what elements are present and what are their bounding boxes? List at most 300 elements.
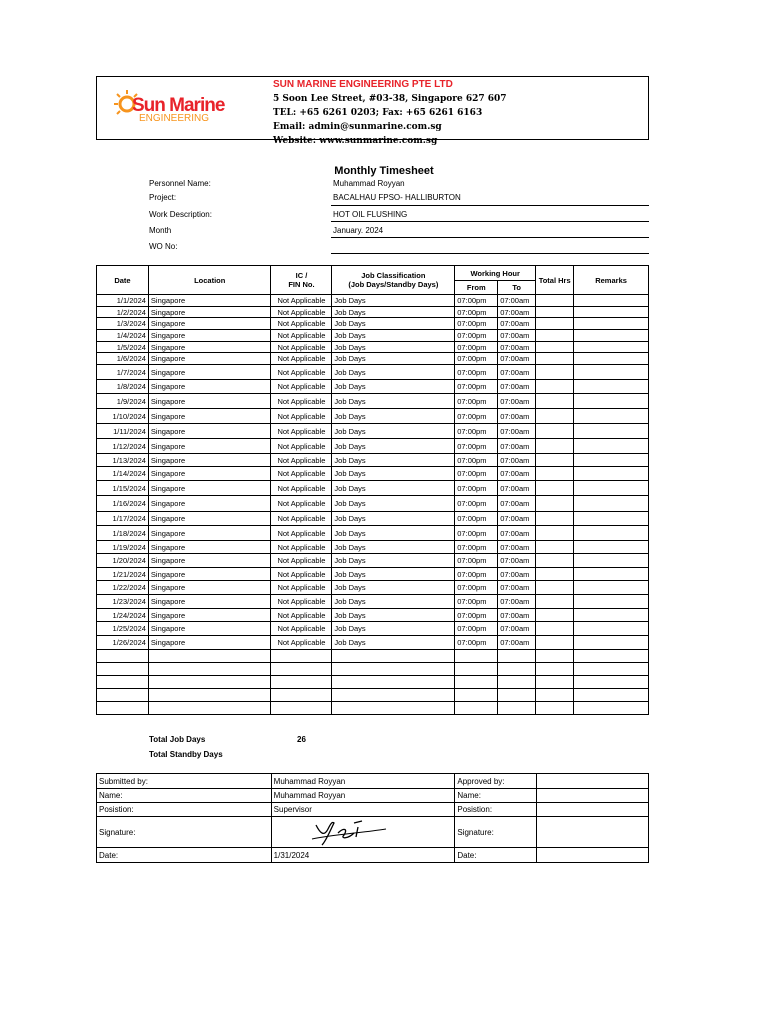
remarks-cell (574, 554, 649, 568)
empty-cell (574, 663, 649, 676)
from-cell: 07:00pm (455, 295, 498, 307)
total-hrs-cell (536, 439, 574, 454)
company-email: Email: admin@sunmarine.com.sg (273, 122, 442, 132)
wo-label: WO No: (149, 242, 178, 251)
table-row (97, 424, 649, 439)
table-row (97, 295, 649, 307)
remarks-cell (574, 568, 649, 581)
to-cell: 07:00am (498, 454, 536, 467)
location-cell: Singapore (148, 554, 271, 568)
empty-table-row (97, 676, 649, 689)
company-phone: TEL: +65 6261 0203; Fax: +65 6261 6163 (273, 108, 483, 118)
to-cell: 07:00am (498, 318, 536, 330)
empty-cell (455, 650, 498, 663)
location-cell: Singapore (148, 541, 271, 554)
header-ic: IC / FIN No. (271, 266, 332, 295)
ic-cell: Not Applicable (271, 481, 332, 496)
job-classification-cell: Job Days (332, 380, 455, 394)
total-hrs-cell (536, 318, 574, 330)
approver-name-value (537, 789, 649, 803)
empty-cell (536, 650, 574, 663)
empty-cell (498, 650, 536, 663)
from-cell: 07:00pm (455, 439, 498, 454)
ic-cell: Not Applicable (271, 512, 332, 526)
remarks-cell (574, 541, 649, 554)
table-row (97, 636, 649, 650)
ic-cell: Not Applicable (271, 365, 332, 380)
table-row (97, 439, 649, 454)
location-cell: Singapore (148, 581, 271, 595)
work-description-label: Work Description: (149, 210, 212, 219)
empty-cell (536, 689, 574, 702)
approved-by-label: Approved by: (455, 774, 537, 789)
date-cell: 1/8/2024 (97, 380, 149, 394)
empty-cell (498, 689, 536, 702)
table-row (97, 318, 649, 330)
to-cell: 07:00am (498, 467, 536, 481)
to-cell: 07:00am (498, 330, 536, 342)
project-label: Project: (149, 193, 177, 202)
remarks-cell (574, 394, 649, 409)
from-cell: 07:00pm (455, 307, 498, 318)
header-date: Date (97, 266, 149, 295)
from-cell: 07:00pm (455, 622, 498, 636)
total-hrs-cell (536, 330, 574, 342)
location-cell: Singapore (148, 526, 271, 541)
empty-cell (332, 689, 455, 702)
location-cell: Singapore (148, 342, 271, 353)
from-cell: 07:00pm (455, 409, 498, 424)
ic-cell: Not Applicable (271, 318, 332, 330)
table-row (97, 342, 649, 353)
job-classification-cell: Job Days (332, 330, 455, 342)
position-label: Posistion: (97, 803, 272, 817)
empty-cell (498, 663, 536, 676)
approver-date-value (537, 848, 649, 863)
date-cell: 1/21/2024 (97, 568, 149, 581)
empty-cell (574, 676, 649, 689)
work-description-value: HOT OIL FLUSHING (333, 210, 408, 219)
ic-cell: Not Applicable (271, 622, 332, 636)
header-remarks: Remarks (574, 266, 649, 295)
job-classification-cell: Job Days (332, 342, 455, 353)
total-hrs-cell (536, 541, 574, 554)
logo-subtext: ENGINEERING (139, 113, 210, 124)
empty-cell (332, 676, 455, 689)
from-cell: 07:00pm (455, 568, 498, 581)
location-cell: Singapore (148, 609, 271, 622)
to-cell: 07:00am (498, 581, 536, 595)
empty-table-row (97, 702, 649, 715)
date-cell: 1/24/2024 (97, 609, 149, 622)
remarks-cell (574, 365, 649, 380)
ic-cell: Not Applicable (271, 342, 332, 353)
job-classification-cell: Job Days (332, 581, 455, 595)
location-cell: Singapore (148, 481, 271, 496)
to-cell: 07:00am (498, 622, 536, 636)
ic-cell: Not Applicable (271, 609, 332, 622)
date-label: Date: (97, 848, 272, 863)
ic-cell: Not Applicable (271, 353, 332, 365)
location-cell: Singapore (148, 424, 271, 439)
to-cell: 07:00am (498, 541, 536, 554)
date-cell: 1/18/2024 (97, 526, 149, 541)
table-row (97, 481, 649, 496)
from-cell: 07:00pm (455, 636, 498, 650)
empty-cell (97, 702, 149, 715)
date-cell: 1/6/2024 (97, 353, 149, 365)
table-row (97, 526, 649, 541)
from-cell: 07:00pm (455, 541, 498, 554)
header-from: From (455, 281, 498, 295)
total-standby-days-label: Total Standby Days (149, 750, 223, 759)
empty-cell (97, 676, 149, 689)
table-row (97, 496, 649, 512)
submitted-by-label: Submitted by: (97, 774, 272, 789)
from-cell: 07:00pm (455, 554, 498, 568)
remarks-cell (574, 526, 649, 541)
empty-cell (455, 689, 498, 702)
to-cell: 07:00am (498, 595, 536, 609)
location-cell: Singapore (148, 467, 271, 481)
table-row (97, 353, 649, 365)
date-cell: 1/5/2024 (97, 342, 149, 353)
location-cell: Singapore (148, 568, 271, 581)
from-cell: 07:00pm (455, 380, 498, 394)
approver-name-label: Name: (455, 789, 537, 803)
from-cell: 07:00pm (455, 318, 498, 330)
date-cell: 1/11/2024 (97, 424, 149, 439)
remarks-cell (574, 318, 649, 330)
ic-cell: Not Applicable (271, 439, 332, 454)
empty-cell (498, 702, 536, 715)
location-cell: Singapore (148, 330, 271, 342)
company-website: Website: www.sunmarine.com.sg (273, 136, 438, 146)
total-hrs-cell (536, 512, 574, 526)
from-cell: 07:00pm (455, 353, 498, 365)
ic-cell: Not Applicable (271, 526, 332, 541)
sun-marine-logo (114, 84, 234, 128)
to-cell: 07:00am (498, 380, 536, 394)
from-cell: 07:00pm (455, 365, 498, 380)
location-cell: Singapore (148, 365, 271, 380)
to-cell: 07:00am (498, 609, 536, 622)
job-classification-cell: Job Days (332, 554, 455, 568)
name-value: Muhammad Royyan (271, 789, 455, 803)
date-cell: 1/13/2024 (97, 454, 149, 467)
to-cell: 07:00am (498, 342, 536, 353)
date-cell: 1/1/2024 (97, 295, 149, 307)
job-classification-cell: Job Days (332, 609, 455, 622)
total-hrs-cell (536, 380, 574, 394)
empty-cell (574, 689, 649, 702)
approver-position-label: Posistion: (455, 803, 537, 817)
table-row (97, 307, 649, 318)
remarks-cell (574, 481, 649, 496)
remarks-cell (574, 295, 649, 307)
work-underline (331, 221, 649, 222)
empty-cell (455, 663, 498, 676)
total-hrs-cell (536, 595, 574, 609)
empty-cell (148, 650, 271, 663)
table-row (97, 541, 649, 554)
from-cell: 07:00pm (455, 330, 498, 342)
location-cell: Singapore (148, 636, 271, 650)
empty-table-row (97, 650, 649, 663)
total-hrs-cell (536, 295, 574, 307)
remarks-cell (574, 581, 649, 595)
total-hrs-cell (536, 467, 574, 481)
month-value: January. 2024 (333, 226, 384, 235)
table-row (97, 409, 649, 424)
location-cell: Singapore (148, 496, 271, 512)
ic-cell: Not Applicable (271, 454, 332, 467)
table-row (97, 394, 649, 409)
wo-underline (331, 253, 649, 254)
location-cell: Singapore (148, 595, 271, 609)
approver-date-label: Date: (455, 848, 537, 863)
from-cell: 07:00pm (455, 342, 498, 353)
ic-cell: Not Applicable (271, 595, 332, 609)
date-cell: 1/25/2024 (97, 622, 149, 636)
date-cell: 1/3/2024 (97, 318, 149, 330)
empty-cell (271, 663, 332, 676)
remarks-cell (574, 496, 649, 512)
ic-cell: Not Applicable (271, 295, 332, 307)
to-cell: 07:00am (498, 526, 536, 541)
to-cell: 07:00am (498, 353, 536, 365)
table-row (97, 609, 649, 622)
header-location: Location (148, 266, 271, 295)
ic-cell: Not Applicable (271, 541, 332, 554)
remarks-cell (574, 342, 649, 353)
from-cell: 07:00pm (455, 467, 498, 481)
empty-cell (148, 702, 271, 715)
date-value: 1/31/2024 (271, 848, 455, 863)
table-row (97, 554, 649, 568)
table-row (97, 622, 649, 636)
from-cell: 07:00pm (455, 454, 498, 467)
from-cell: 07:00pm (455, 481, 498, 496)
job-classification-cell: Job Days (332, 541, 455, 554)
location-cell: Singapore (148, 512, 271, 526)
remarks-cell (574, 439, 649, 454)
date-cell: 1/14/2024 (97, 467, 149, 481)
table-row (97, 365, 649, 380)
job-classification-cell: Job Days (332, 595, 455, 609)
date-cell: 1/10/2024 (97, 409, 149, 424)
total-hrs-cell (536, 581, 574, 595)
empty-cell (332, 663, 455, 676)
total-hrs-cell (536, 568, 574, 581)
empty-cell (536, 676, 574, 689)
project-value: BACALHAU FPSO- HALLIBURTON (333, 193, 461, 202)
location-cell: Singapore (148, 353, 271, 365)
remarks-cell (574, 609, 649, 622)
date-cell: 1/16/2024 (97, 496, 149, 512)
job-classification-cell: Job Days (332, 512, 455, 526)
logo-text: Sun Marine (132, 95, 225, 116)
job-classification-cell: Job Days (332, 467, 455, 481)
to-cell: 07:00am (498, 512, 536, 526)
empty-cell (271, 650, 332, 663)
from-cell: 07:00pm (455, 526, 498, 541)
empty-cell (97, 663, 149, 676)
job-classification-cell: Job Days (332, 295, 455, 307)
signoff-table (96, 773, 649, 863)
empty-cell (148, 663, 271, 676)
header-job-classification: Job Classification (Job Days/Standby Days) (332, 266, 455, 295)
remarks-cell (574, 307, 649, 318)
total-hrs-cell (536, 609, 574, 622)
position-value: Supervisor (271, 803, 455, 817)
job-classification-cell: Job Days (332, 439, 455, 454)
table-row (97, 568, 649, 581)
empty-cell (332, 702, 455, 715)
total-hrs-cell (536, 307, 574, 318)
remarks-cell (574, 512, 649, 526)
table-row (97, 595, 649, 609)
empty-cell (97, 650, 149, 663)
to-cell: 07:00am (498, 307, 536, 318)
signature-cell (271, 817, 455, 848)
month-label: Month (149, 226, 172, 235)
remarks-cell (574, 467, 649, 481)
total-hrs-cell (536, 636, 574, 650)
to-cell: 07:00am (498, 295, 536, 307)
date-cell: 1/12/2024 (97, 439, 149, 454)
remarks-cell (574, 380, 649, 394)
company-details (273, 78, 507, 148)
from-cell: 07:00pm (455, 609, 498, 622)
empty-cell (574, 702, 649, 715)
table-row (97, 467, 649, 481)
from-cell: 07:00pm (455, 496, 498, 512)
from-cell: 07:00pm (455, 512, 498, 526)
total-hrs-cell (536, 365, 574, 380)
table-row (97, 581, 649, 595)
personnel-label: Personnel Name: (149, 179, 211, 188)
to-cell: 07:00am (498, 481, 536, 496)
project-underline (331, 205, 649, 206)
approver-position-value (537, 803, 649, 817)
empty-cell (332, 650, 455, 663)
job-classification-cell: Job Days (332, 318, 455, 330)
job-classification-cell: Job Days (332, 526, 455, 541)
remarks-cell (574, 595, 649, 609)
date-cell: 1/7/2024 (97, 365, 149, 380)
job-classification-cell: Job Days (332, 365, 455, 380)
job-classification-cell: Job Days (332, 307, 455, 318)
from-cell: 07:00pm (455, 424, 498, 439)
empty-cell (498, 676, 536, 689)
empty-cell (536, 663, 574, 676)
job-classification-cell: Job Days (332, 454, 455, 467)
location-cell: Singapore (148, 318, 271, 330)
total-hrs-cell (536, 353, 574, 365)
total-hrs-cell (536, 481, 574, 496)
to-cell: 07:00am (498, 496, 536, 512)
table-row (97, 380, 649, 394)
date-cell: 1/23/2024 (97, 595, 149, 609)
location-cell: Singapore (148, 409, 271, 424)
location-cell: Singapore (148, 622, 271, 636)
empty-table-row (97, 689, 649, 702)
remarks-cell (574, 330, 649, 342)
to-cell: 07:00am (498, 365, 536, 380)
empty-cell (271, 676, 332, 689)
location-cell: Singapore (148, 394, 271, 409)
empty-cell (97, 689, 149, 702)
total-hrs-cell (536, 622, 574, 636)
to-cell: 07:00am (498, 636, 536, 650)
approver-signature-label: Signature: (455, 817, 537, 848)
job-classification-cell: Job Days (332, 353, 455, 365)
ic-cell: Not Applicable (271, 394, 332, 409)
remarks-cell (574, 622, 649, 636)
date-cell: 1/2/2024 (97, 307, 149, 318)
ic-cell: Not Applicable (271, 424, 332, 439)
ic-cell: Not Applicable (271, 409, 332, 424)
to-cell: 07:00am (498, 424, 536, 439)
empty-cell (536, 702, 574, 715)
from-cell: 07:00pm (455, 394, 498, 409)
company-address: 5 Soon Lee Street, #03-38, Singapore 627 607 (273, 94, 507, 104)
approved-by-value (537, 774, 649, 789)
to-cell: 07:00am (498, 394, 536, 409)
ic-cell: Not Applicable (271, 568, 332, 581)
personnel-value: Muhammad Royyan (333, 179, 405, 188)
ic-cell: Not Applicable (271, 467, 332, 481)
total-hrs-cell (536, 394, 574, 409)
header-working-hour: Working Hour (455, 266, 536, 281)
from-cell: 07:00pm (455, 581, 498, 595)
ic-cell: Not Applicable (271, 496, 332, 512)
job-classification-cell: Job Days (332, 409, 455, 424)
from-cell: 07:00pm (455, 595, 498, 609)
total-hrs-cell (536, 554, 574, 568)
table-row (97, 454, 649, 467)
empty-cell (271, 689, 332, 702)
header-total-hrs: Total Hrs (536, 266, 574, 295)
month-underline (331, 237, 649, 238)
date-cell: 1/15/2024 (97, 481, 149, 496)
total-hrs-cell (536, 526, 574, 541)
table-row (97, 512, 649, 526)
page-title: Monthly Timesheet (334, 165, 434, 177)
total-job-days-label: Total Job Days (149, 735, 206, 744)
timesheet-table (96, 265, 649, 715)
remarks-cell (574, 409, 649, 424)
total-hrs-cell (536, 496, 574, 512)
job-classification-cell: Job Days (332, 622, 455, 636)
date-cell: 1/17/2024 (97, 512, 149, 526)
empty-table-row (97, 663, 649, 676)
empty-cell (148, 689, 271, 702)
total-hrs-cell (536, 342, 574, 353)
date-cell: 1/9/2024 (97, 394, 149, 409)
approver-signature-value (537, 817, 649, 848)
header-to: To (498, 281, 536, 295)
empty-cell (455, 676, 498, 689)
date-cell: 1/20/2024 (97, 554, 149, 568)
location-cell: Singapore (148, 295, 271, 307)
total-hrs-cell (536, 454, 574, 467)
ic-cell: Not Applicable (271, 636, 332, 650)
total-job-days-value: 26 (297, 735, 306, 744)
ic-cell: Not Applicable (271, 380, 332, 394)
job-classification-cell: Job Days (332, 496, 455, 512)
